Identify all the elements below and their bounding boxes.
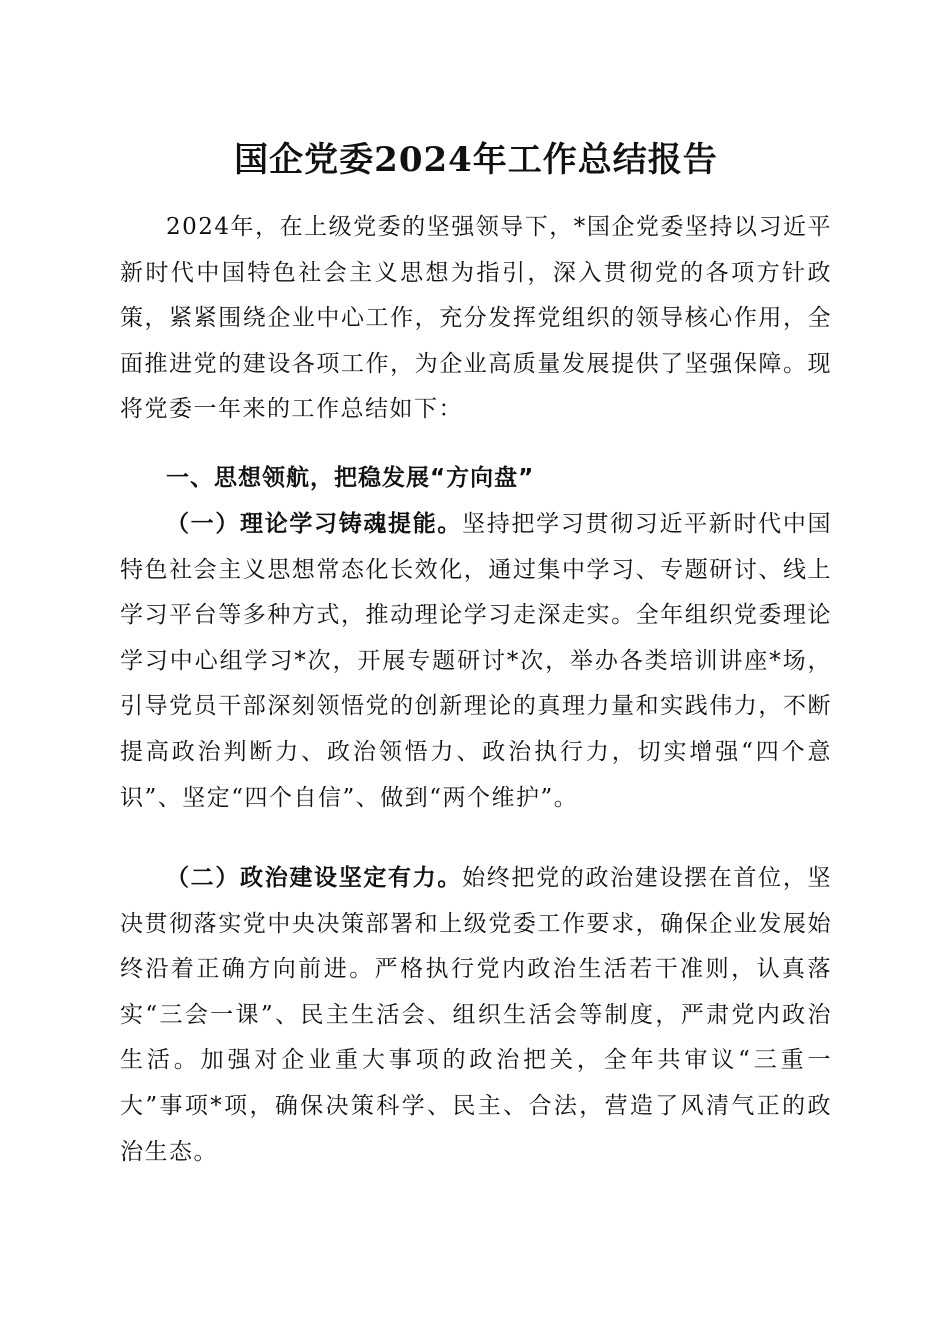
section-heading-1: 一、思想领航，把稳发展“方向盘” <box>166 465 535 491</box>
section-1-item-2-paragraph <box>120 855 832 1175</box>
item-2-lead: （二）政治建设坚定有力。 <box>166 864 463 891</box>
item-1-lead: （一）理论学习铸魂提能。 <box>166 510 463 537</box>
item-1-body: 坚持把学习贯彻习近平新时代中国特色社会主义思想常态化长效化，通过集中学习、专题研讨、线上学习平台等多种方式，推动理论学习走深走实。全年组织党委理论学习中心组学习*次，开展专题研讨*次，举办各类培训讲座*场，引导党员干部深刻领悟党的创新理论的真理力量和实践伟力，不断提高政治判断力、政治领悟力、政治执行力，切实增强“四个意识”、坚定“四个自信”、做到“两个维护”。 <box>120 511 833 811</box>
intro-paragraph: 2024年，在上级党委的坚强领导下，*国企党委坚持以习近平新时代中国特色社会主义思想为指引，深入贯彻党的各项方针政策，紧紧围绕企业中心工作，充分发挥党组织的领导核心作用，全面推进党的建设各项工作，为企业高质量发展提供了坚强保障。现将党委一年来的工作总结如下： <box>120 214 832 423</box>
document-title: 国企党委2024年工作总结报告 <box>234 140 718 180</box>
item-2-body: 始终把党的政治建设摆在首位，坚决贯彻落实党中央决策部署和上级党委工作要求，确保企业发展始终沿着正确方向前进。严格执行党内政治生活若干准则，认真落实“三会一课”、民主生活会、组织生活会等制度，严肃党内政治生活。加强对企业重大事项的政治把关，全年共审议“三重一大”事项*项，确保决策科学、民主、合法，营造了风清气正的政治生态。 <box>120 865 833 1165</box>
section-1-item-1-paragraph <box>120 501 832 821</box>
